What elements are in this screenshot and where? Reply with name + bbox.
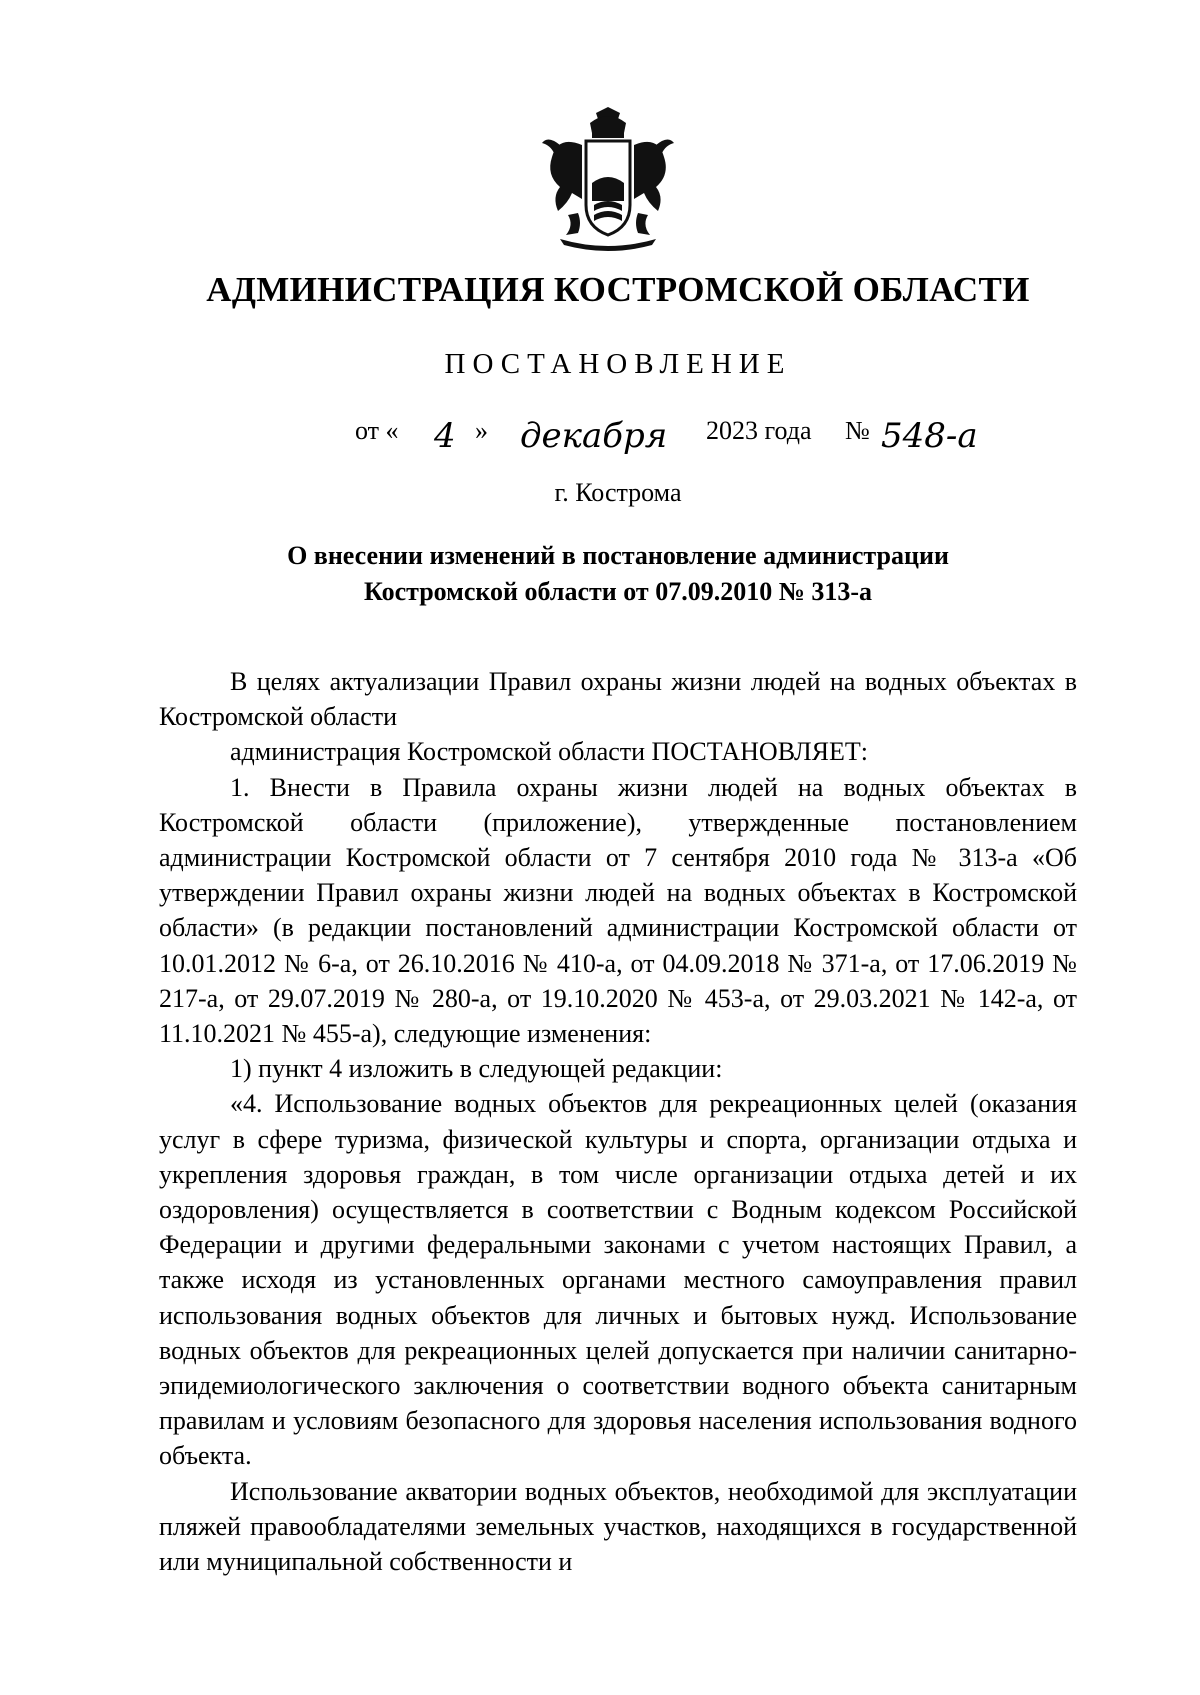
city: г. Кострома [554,478,682,507]
paragraph: «4. Использование водных объектов для рекреационных целей (оказания услуг в сфере туризма, физической культуры и спорта, организации отдыха и укрепления здоровья граждан, в том числе организации отдыха детей и их оздоровления) осуществляется в соответствии с Водным кодексом Российской Федерации и другими федеральными законами с учетом настоящих Правил, а также исходя из установленных органами местного самоуправления правил использования водных объектов для личных и бытовых нужд. Использование водных объектов для рекреационных целей допускается при наличии санитарно-эпидемиологического заключения о соответствии водного объекта санитарным правилам и условиям безопасного для здоровья населения использования водного объекта. [159,1089,1077,1471]
paragraph: Использование акватории водных объектов, необходимой для эксплуатации пляжей правообладателями земельных участков, находящихся в государственной или муниципальной собственности и [159,1476,1077,1577]
document-title [0,538,1200,610]
paragraph: администрация Костромской области ПОСТАНОВЛЯЕТ: [230,737,869,767]
paragraph: В целях актуализации Правил охраны жизни людей на водных объектах в Костромской области [159,667,1077,732]
date-year: 2023 года [706,416,812,445]
organization-name: АДМИНИСТРАЦИЯ КОСТРОМСКОЙ ОБЛАСТИ [206,270,1030,309]
handwritten-day: 4 [434,416,456,456]
document-body [159,664,1077,1579]
document-type: ПОСТАНОВЛЕНИЕ [444,348,792,380]
number-sign: № [845,416,870,445]
date-close-quote: » [475,416,488,445]
title-line-2: Костромской области от 07.09.2010 № 313-а [364,577,872,606]
date-prefix: от « [355,416,399,445]
paragraph: 1. Внести в Правила охраны жизни людей на водных объектах в Костромской области (приложение), утвержденные постановлением администрации Костромской области от 7 сентября 2010 года № 313-а «Об утверждении Правил охраны жизни людей на водных объектах в Костромской области» (в редакции постановлений администрации Костромской области от 10.01.2012 № 6-а, от 26.10.2016 № 410-а, от 04.09.2018 № 371-а, от 17.06.2019 № 217-а, от 29.07.2019 № 280-а, от 19.10.2020 № 453-а, от 29.03.2021 № 142-а, от 11.10.2021 № 455-а), следующие изменения: [159,772,1077,1049]
title-line-1: О внесении изменений в постановление администрации [287,541,949,570]
coat-of-arms-emblem [538,105,678,255]
handwritten-number: 548-а [881,416,978,456]
handwritten-month: декабря [520,416,668,456]
paragraph: 1) пункт 4 изложить в следующей редакции: [230,1054,723,1084]
date-line [355,408,1055,458]
